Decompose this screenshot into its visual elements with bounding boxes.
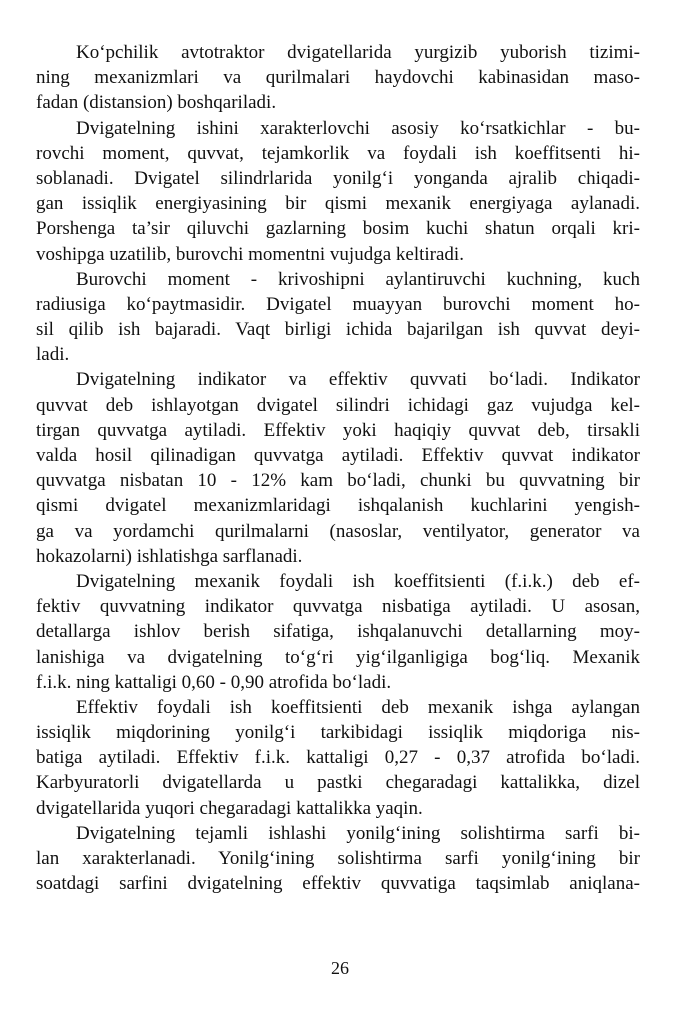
text-line: batiga aytiladi. Effektiv f.i.k. kattaligi 0,27 - 0,37 atrofida bo‘ladi. bbox=[36, 747, 640, 769]
text-line: Dvigatelning ishini xarakterlovchi asosiy ko‘rsatkichlar - bu- bbox=[76, 117, 640, 139]
text-line: Dvigatelning mexanik foydali ish koeffitsienti (f.i.k.) deb ef- bbox=[76, 570, 640, 592]
text-line: Burovchi moment - krivoshipni aylantiruvchi kuchning, kuch bbox=[76, 268, 640, 290]
text-line: soblanadi. Dvigatel silindrlarida yonilg‘i yonganda ajralib chiqadi- bbox=[36, 167, 640, 189]
text-line: radiusiga ko‘paytmasidir. Dvigatel muayyan burovchi moment ho- bbox=[36, 293, 640, 315]
text-line: Porshenga ta’sir qiluvchi gazlarning bosim kuchi shatun orqali kri- bbox=[36, 218, 640, 240]
text-line: quvvat deb ishlayotgan dvigatel silindri ichidagi gaz vujudga kel- bbox=[36, 394, 640, 416]
text-line: dvigatellarida yuqori chegaradagi kattalikka yaqin. bbox=[36, 797, 423, 819]
text-line: hokazolarni) ishlatishga sarflanadi. bbox=[36, 545, 303, 567]
text-line: f.i.k. ning kattaligi 0,60 - 0,90 atrofida bo‘ladi. bbox=[36, 671, 392, 693]
text-line: tirgan quvvatga aytiladi. Effektiv yoki haqiqiy quvvat deb, tirsakli bbox=[36, 419, 640, 441]
text-line: issiqlik miqdorining yonilg‘i tarkibidagi issiqlik miqdoriga nis- bbox=[36, 722, 640, 744]
text-line: voshipga uzatilib, burovchi momentni vujudga keltiradi. bbox=[36, 243, 464, 265]
text-line: fektiv quvvatning indikator quvvatga nisbatiga aytiladi. U asosan, bbox=[36, 596, 640, 618]
page-number: 26 bbox=[331, 958, 349, 978]
text-line: ning mexanizmlari va qurilmalari haydovchi kabinasidan maso- bbox=[36, 67, 640, 89]
text-line: gan issiqlik energiyasining bir qismi mexanik energiyaga aylanadi. bbox=[36, 193, 640, 215]
text-line: ladi. bbox=[36, 344, 70, 366]
text-line: Dvigatelning tejamli ishlashi yonilg‘ining solishtirma sarfi bi- bbox=[76, 822, 640, 844]
text-line: Effektiv foydali ish koeffitsienti deb mexanik ishga aylangan bbox=[76, 696, 640, 718]
text-line: Dvigatelning indikator va effektiv quvvati bo‘ladi. Indikator bbox=[76, 369, 640, 391]
text-line: qismi dvigatel mexanizmlaridagi ishqalanish kuchlarini yengish- bbox=[36, 495, 640, 517]
text-line: ga va yordamchi qurilmalarni (nasoslar, ventilyator, generator va bbox=[36, 520, 640, 542]
text-line: lan xarakterlanadi. Yonilg‘ining solishtirma sarfi yonilg‘ining bir bbox=[36, 848, 640, 869]
text-line: rovchi moment, quvvat, tejamkorlik va foydali ish koeffitsenti hi- bbox=[36, 142, 640, 164]
text-line: valda hosil qilinadigan quvvatga aytiladi. Effektiv quvvat indikator bbox=[36, 445, 640, 466]
text-line: Karbyuratorli dvigatellarda u pastki chegaradagi kattalikka, dizel bbox=[36, 772, 640, 794]
text-line: soatdagi sarfini dvigatelning effektiv quvvatiga taqsimlab aniqlana- bbox=[36, 873, 640, 895]
text-line: quvvatga nisbatan 10 - 12% kam bo‘ladi, chunki bu quvvatning bir bbox=[36, 470, 640, 492]
text-line: fadan (distansion) boshqariladi. bbox=[36, 92, 277, 114]
body-text bbox=[36, 40, 640, 896]
text-line: detallarga ishlov berish sifatiga, ishqalanuvchi detallarning moy- bbox=[36, 621, 640, 643]
text-line: lanishiga va dvigatelning to‘g‘ri yig‘ilganligiga bog‘liq. Mexanik bbox=[36, 646, 640, 668]
text-line: sil qilib ish bajaradi. Vaqt birligi ichida bajarilgan ish quvvat deyi- bbox=[36, 319, 640, 341]
text-line: Ko‘pchilik avtotraktor dvigatellarida yurgizib yuborish tizimi- bbox=[76, 42, 640, 63]
